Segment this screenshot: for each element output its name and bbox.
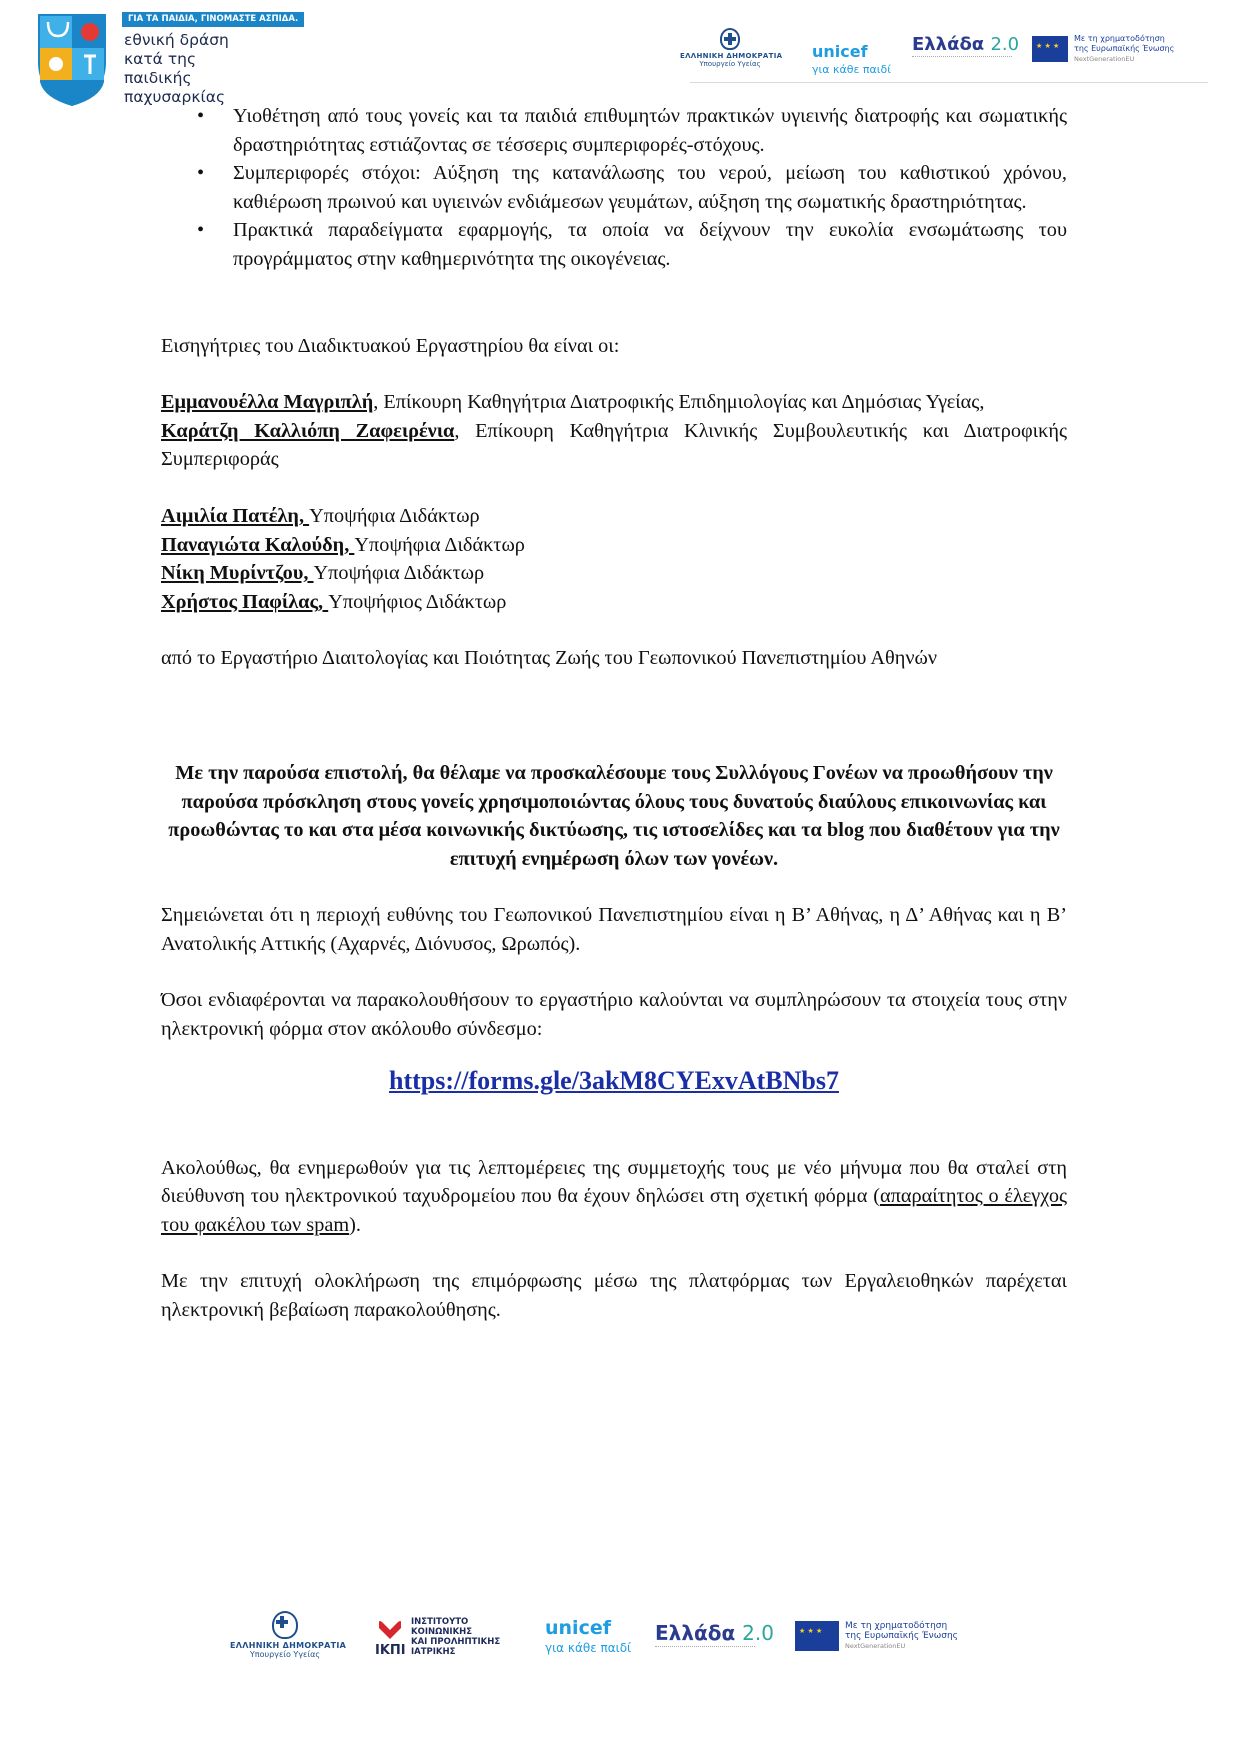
speaker-role: Υποψήφια Διδάκτωρ bbox=[354, 533, 525, 556]
unicef-wordmark: unicef bbox=[812, 42, 868, 61]
speaker-name: Παναγιώτα Καλούδη, bbox=[161, 533, 355, 556]
unicef-logo bbox=[812, 42, 891, 76]
speaker-entry bbox=[161, 417, 1067, 474]
region-paragraph: Σημειώνεται ότι η περιοχή ευθύνης του Γεωπονικού Πανεπιστημίου είναι η Β’ Αθήνας, η Δ’ Αθήνας και η Β’ Ανατολικής Αττικής (Αχαρνές, Διόνυσος, Ωρωπός). bbox=[161, 904, 1067, 955]
shield-icon bbox=[36, 12, 108, 108]
unicef-wordmark: unicef bbox=[545, 1617, 611, 1639]
speaker-entry bbox=[161, 388, 1067, 417]
speaker-role: Υποψήφιος Διδάκτωρ bbox=[328, 590, 507, 613]
header-divider bbox=[690, 82, 1208, 83]
invitation-paragraph: Με την παρούσα επιστολή, θα θέλαμε να προσκαλέσουμε τους Συλλόγους Γονέων να προωθήσουν την παρούσα πρόσκληση στους γονείς χρησιμοποιώντας όλους τους δυνατούς διαύλους επικοινωνίας και προωθώντας το και στα μέσα κοινωνικής δικτύωσης, τις ιστοσελίδες και τα blog που διαθέτουν για την επιτυχή ενημέρωση όλων των γονέων. bbox=[168, 761, 1060, 870]
ikpi-logo: ΙΝΣΤΙΤΟΥΤΟ ΚΟΙΝΩΝΙΚΗΣ ΚΑΙ ΠΡΟΛΗΠΤΙΚΗΣ ΙΑΤΡΙΚΗΣ ΙΚΠΙ bbox=[375, 1617, 501, 1658]
program-name: εθνική δράση κατά της παιδικής παχυσαρκίας bbox=[124, 31, 229, 106]
spam-note: απαραίτητος ο έλεγχος του φακέλου των spam bbox=[161, 1185, 1067, 1236]
form-link[interactable]: https://forms.gle/3akM8CYExvAtBNbs7 bbox=[389, 1065, 839, 1095]
greece20-logo: Ελλάδα 2.0 bbox=[912, 34, 1019, 63]
greece20-logo: Ελλάδα 2.0 bbox=[655, 1621, 774, 1653]
certificate-paragraph: Με την επιτυχή ολοκλήρωση της επιμόρφωσης μέσω της πλατφόρμας των Εργαλειοθηκών παρέχεται ηλεκτρονική βεβαίωση παρακολούθησης. bbox=[161, 1270, 1067, 1322]
phd-speakers bbox=[161, 502, 1067, 616]
sponsor-logos-footer bbox=[230, 1605, 1000, 1675]
eu-funding-logo: ★ ★ ★ Με τη χρηματοδότηση της Ευρωπαϊκής Ένωσης NextGenerationEU bbox=[1032, 34, 1174, 64]
speaker-role: Υποψήφια Διδάκτωρ bbox=[309, 504, 480, 527]
speaker-entry bbox=[161, 588, 1067, 617]
followup-paragraph: Ακολούθως, θα ενημερωθούν για τις λεπτομέρειες της συμμετοχής τους με νέο μήνυμα που θα σταλεί στη διεύθυνση του ηλεκτρονικού ταχυδρομείου που θα έχουν δηλώσει στη σχετική φόρμα (απαραίτητος ο έλεγχος του φακέλου των spam). bbox=[161, 1156, 1067, 1236]
speaker-name: Εμμανουέλλα Μαγριπλή bbox=[161, 391, 374, 414]
form-intro: Όσοι ενδιαφέρονται να παρακολουθήσουν το εργαστήριο καλούνται να συμπληρώσουν τα στοιχεία τους στην ηλεκτρονική φόρμα στον ακόλουθο σύνδεσμο: bbox=[161, 989, 1067, 1041]
speaker-entry bbox=[161, 531, 1067, 560]
sponsor-logos-header bbox=[680, 20, 1220, 90]
list-item: • Συμπεριφορές στόχοι: Αύξηση της κατανάλωσης του νερού, μείωση του καθιστικού χρόνου, καθιέρωση πρωινού και υγιεινών ενδιάμεσων γευμάτων, αύξηση της σωματικής δραστηριότητας. bbox=[161, 159, 1067, 216]
unicef-logo bbox=[545, 1617, 631, 1655]
goals-list bbox=[161, 102, 1067, 274]
eu-flag-icon bbox=[1032, 36, 1068, 62]
speaker-role: , Επίκουρη Καθηγήτρια Διατροφικής Επιδημιολογίας και Δημόσιας Υγείας, bbox=[373, 391, 985, 414]
list-item: • Πρακτικά παραδείγματα εφαρμογής, τα οποία να δείχνουν την ευκολία ενσωμάτωσης του προγράμματος στην καθημερινότητα της οικογένειας. bbox=[161, 216, 1067, 273]
speaker-name: Χρήστος Παφίλας, bbox=[161, 590, 329, 613]
unicef-tagline: για κάθε παιδί bbox=[545, 1641, 632, 1655]
emblem-icon bbox=[272, 1611, 298, 1639]
form-link-line bbox=[161, 1062, 1067, 1102]
unicef-tagline: για κάθε παιδί bbox=[812, 63, 891, 76]
hellenic-republic-logo: ΕΛΛΗΝΙΚΗ ΔΗΜΟΚΡΑΤΙΑ Υπουργείο Υγείας bbox=[230, 1611, 340, 1659]
speaker-name: Νίκη Μυρίντζου, bbox=[161, 562, 314, 585]
list-item: • Υιοθέτηση από τους γονείς και τα παιδιά επιθυμητών πρακτικών υγιεινής διατροφής και σωματικής δραστηριότητας εστιάζοντας σε τέσσερις συμπεριφορές-στόχους. bbox=[161, 102, 1067, 159]
program-logo bbox=[30, 10, 299, 110]
speaker-role: , Επίκουρη Καθηγήτρια Κλινικής Συμβουλευτικής και Διατροφικής Συμπεριφοράς bbox=[161, 419, 1067, 471]
letter-body bbox=[161, 102, 1067, 1325]
tagline: ΓΙΑ ΤΑ ΠΑΙΔΙΑ, ΓΙΝΟΜΑΣΤΕ ΑΣΠΙΔΑ. bbox=[122, 12, 304, 27]
speaker-name: Καράτζη Καλλιόπη Ζαφειρένια bbox=[161, 419, 455, 442]
emblem-icon bbox=[720, 28, 740, 50]
speakers-intro: Εισηγήτριες του Διαδικτυακού Εργαστηρίου θα είναι οι: bbox=[161, 334, 620, 357]
eu-funding-logo: ★ ★ ★ Με τη χρηματοδότηση της Ευρωπαϊκής Ένωσης NextGenerationEU bbox=[795, 1621, 958, 1651]
lab-affiliation: από το Εργαστήριο Διαιτολογίας και Ποιότητας Ζωής του Γεωπονικού Πανεπιστημίου Αθηνών bbox=[161, 647, 938, 670]
speaker-name: Αιμιλία Πατέλη, bbox=[161, 504, 310, 527]
speaker-entry bbox=[161, 502, 1067, 531]
speaker-entry bbox=[161, 559, 1067, 588]
eu-flag-icon bbox=[795, 1621, 839, 1651]
speaker-role: Υποψήφια Διδάκτωρ bbox=[313, 562, 485, 585]
hellenic-republic-logo: ΕΛΛΗΝΙΚΗ ΔΗΜΟΚΡΑΤΙΑ Υπουργείο Υγείας bbox=[680, 28, 780, 68]
